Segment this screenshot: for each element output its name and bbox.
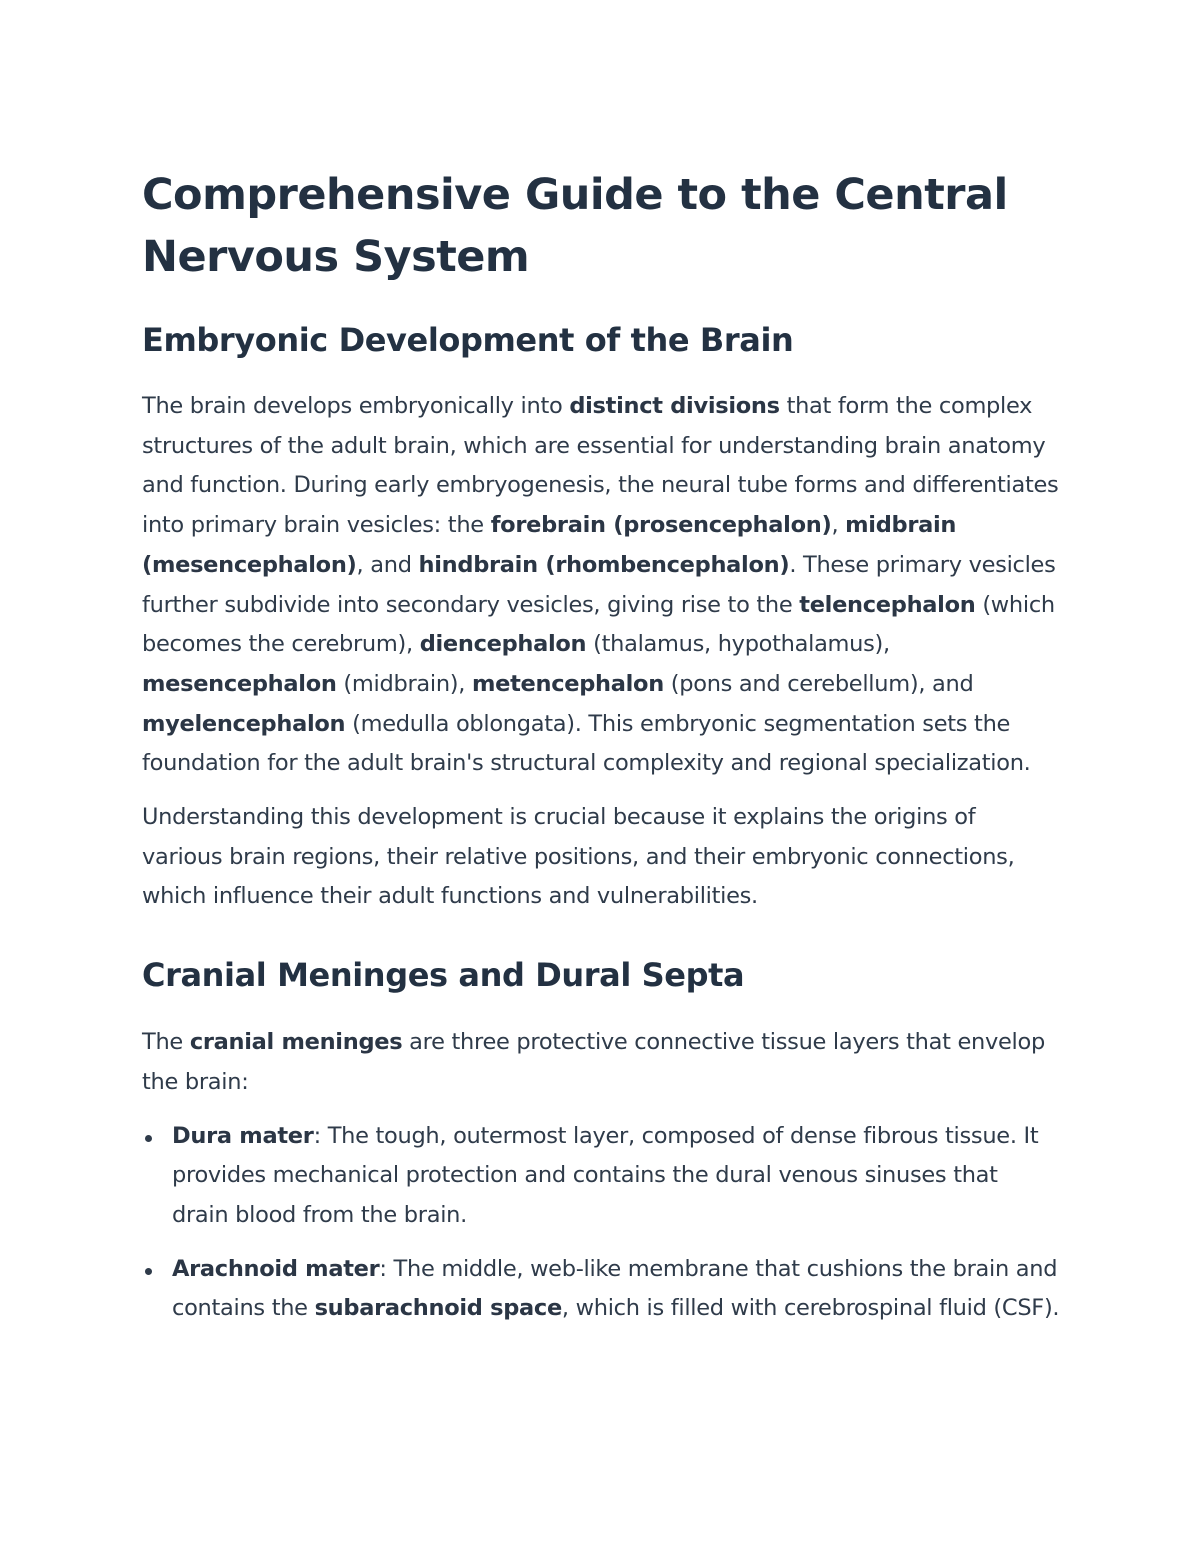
bold-term: subarachnoid space (314, 1295, 562, 1322)
text-run: (thalamus, hypothalamus), (586, 631, 890, 658)
paragraph-meninges-intro (142, 1023, 1060, 1102)
list-item-arachnoid-mater (142, 1250, 1060, 1329)
bold-term: Arachnoid mater (172, 1255, 380, 1282)
bold-term: telencephalon (799, 591, 976, 618)
bold-term: diencephalon (419, 631, 587, 658)
bold-term: Dura mater (172, 1122, 314, 1149)
text-run: , which is filled with cerebrospinal fluid (CSF). (561, 1295, 1060, 1322)
text-run: . These primary vesicles further subdivide into secondary vesicles, giving rise to the (142, 551, 1056, 618)
text-run: : The middle, web-like membrane that cushions the brain and contains the (172, 1255, 1058, 1322)
bold-term: distinct divisions (569, 393, 780, 419)
text-run: , and (356, 551, 419, 578)
bold-term: cranial meninges (189, 1029, 403, 1056)
text-run: : The tough, outermost layer, composed of dense fibrous tissue. It provides mechanical protection and contains the dural venous sinuses that drain blood from the brain. (172, 1122, 1039, 1228)
text-run: , (831, 512, 846, 539)
text-run: (midbrain), (336, 670, 472, 697)
text-run: The brain develops embryonically into (142, 393, 570, 419)
bullet-icon (145, 1135, 152, 1142)
text-run: The (142, 1029, 190, 1056)
page-title: Comprehensive Guide to the Central Nervous System (142, 170, 1008, 282)
bold-term: mesencephalon (142, 670, 337, 697)
list-item-dura-mater (142, 1117, 1060, 1236)
paragraph-development-importance: Understanding this development is crucial because it explains the origins of various brain regions, their relative positions, and their embryonic connections, which influence their adult functions and vulnerabilities. (142, 804, 1015, 910)
text-run: (which becomes the cerebrum), (142, 591, 1055, 658)
bold-term: midbrain (mesencephalon) (142, 512, 957, 578)
bold-term: metencephalon (471, 670, 664, 697)
text-run: (medulla oblongata). This embryonic segmentation sets the foundation for the adult brain's structural complexity and regional specialization. (142, 710, 1031, 777)
text-run: (pons and cerebellum), and (663, 670, 974, 697)
bullet-icon (145, 1268, 152, 1275)
section-heading-cranial-meninges: Cranial Meninges and Dural Septa (142, 956, 745, 995)
document-page (142, 164, 1060, 1329)
text-run: that form the complex structures of the adult brain, which are essential for understanding brain anatomy and function. During early embryogenesis, the neural tube forms and differentiates into primary brain vesicles: the (142, 393, 1059, 539)
paragraph-embryonic-divisions (142, 387, 1060, 784)
meninges-list (142, 1117, 1060, 1330)
bold-term: forebrain (prosencephalon) (490, 512, 832, 539)
section-heading-embryonic-development: Embryonic Development of the Brain (142, 321, 794, 359)
bold-term: myelencephalon (142, 710, 346, 737)
text-run: are three protective connective tissue layers that envelop the brain: (142, 1029, 1045, 1095)
bold-term: hindbrain (rhombencephalon) (418, 551, 790, 578)
